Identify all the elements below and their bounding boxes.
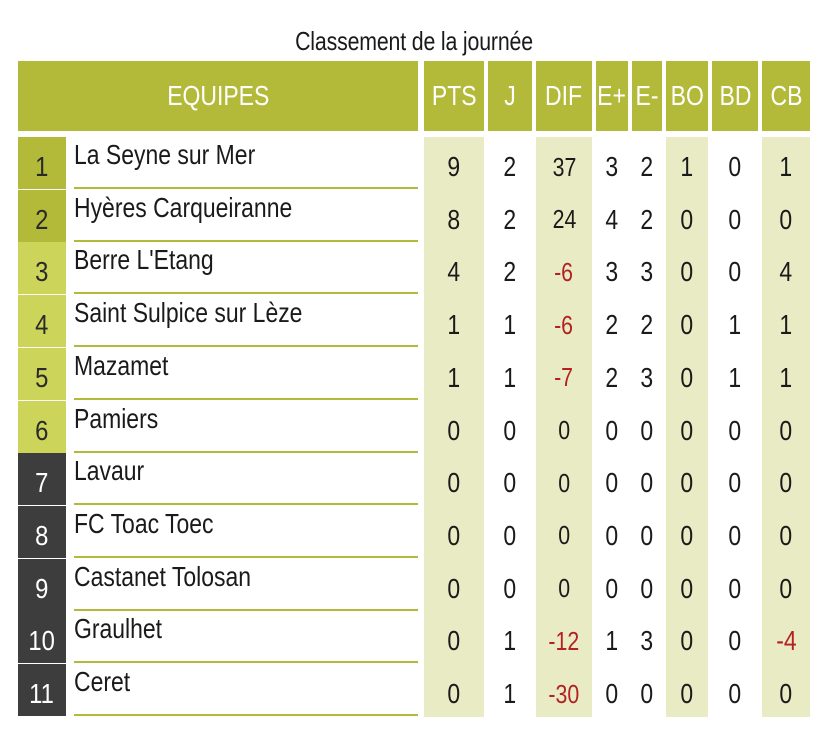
dif-cell: -30 — [548, 678, 580, 709]
dif-cell: -12 — [548, 625, 580, 656]
team-name: Berre L'Etang — [74, 242, 418, 294]
table-row — [18, 401, 810, 453]
rank-cell: 2 — [18, 190, 66, 242]
j-cell: 1 — [503, 309, 517, 341]
bo-cell: 0 — [680, 678, 694, 709]
bo-cell: 0 — [680, 572, 694, 604]
eminus-cell: 2 — [640, 309, 654, 341]
rank-cell: 7 — [18, 453, 66, 505]
bd-cell: 0 — [728, 414, 742, 446]
pts-cell: 8 — [447, 203, 461, 235]
cb-cell: 0 — [779, 572, 793, 604]
eminus-cell: 2 — [640, 151, 654, 182]
header-eplus: E+ — [596, 61, 628, 131]
bd-cell: 0 — [728, 678, 742, 709]
pts-cell: 0 — [447, 519, 461, 551]
bd-cell: 0 — [728, 151, 742, 182]
eminus-cell: 3 — [640, 625, 654, 657]
bo-cell: 0 — [680, 309, 694, 341]
standings-table — [18, 61, 810, 717]
dif-cell: 37 — [552, 151, 576, 182]
bd-cell: 0 — [728, 256, 742, 288]
header-eminus: E- — [632, 61, 662, 131]
team-name: Mazamet — [74, 348, 418, 400]
eplus-cell: 2 — [605, 361, 619, 393]
team-name: Saint Sulpice sur Lèze — [74, 295, 418, 347]
pts-cell: 0 — [447, 414, 461, 446]
cb-cell: 1 — [779, 361, 793, 393]
rank-cell: 1 — [18, 137, 66, 189]
j-cell: 2 — [503, 256, 517, 288]
rank-cell: 11 — [18, 664, 66, 716]
rank-cell: 9 — [18, 559, 66, 611]
bd-cell: 1 — [728, 309, 742, 341]
eplus-cell: 2 — [605, 309, 619, 341]
pts-cell: 1 — [447, 361, 461, 393]
j-cell: 0 — [503, 519, 517, 551]
bo-cell: 0 — [680, 625, 694, 657]
j-cell: 2 — [503, 203, 517, 235]
team-name: Pamiers — [74, 401, 418, 453]
dif-cell: 0 — [558, 573, 570, 604]
bo-cell: 0 — [680, 414, 694, 446]
eminus-cell: 0 — [640, 519, 654, 551]
eminus-cell: 3 — [640, 361, 654, 393]
bo-cell: 0 — [680, 256, 694, 288]
rank-cell: 3 — [18, 242, 66, 294]
team-name: Ceret — [74, 664, 418, 716]
eplus-cell: 3 — [605, 256, 619, 288]
eminus-cell: 2 — [640, 203, 654, 235]
cb-cell: 1 — [779, 151, 793, 182]
dif-cell: 0 — [558, 467, 570, 498]
eplus-cell: 3 — [605, 151, 619, 182]
cb-cell: -4 — [775, 625, 797, 657]
dif-cell: 24 — [552, 204, 576, 235]
bd-cell: 0 — [728, 203, 742, 235]
pts-cell: 4 — [447, 256, 461, 288]
bd-cell: 0 — [728, 625, 742, 657]
pts-cell: 0 — [447, 572, 461, 604]
eplus-cell: 0 — [605, 519, 619, 551]
j-cell: 1 — [503, 625, 517, 657]
cb-cell: 0 — [779, 678, 793, 709]
j-cell: 2 — [503, 151, 517, 182]
bd-cell: 0 — [728, 572, 742, 604]
team-name: FC Toac Toec — [74, 506, 418, 558]
header-bo: BO — [666, 61, 708, 131]
pts-cell: 9 — [447, 151, 461, 182]
cb-cell: 0 — [779, 519, 793, 551]
eplus-cell: 0 — [605, 678, 619, 709]
eplus-cell: 4 — [605, 203, 619, 235]
rank-cell: 10 — [18, 611, 66, 663]
dif-cell: -7 — [554, 362, 574, 393]
table-row — [18, 453, 810, 505]
table-row — [18, 348, 810, 400]
eminus-cell: 0 — [640, 467, 654, 499]
eminus-cell: 0 — [640, 572, 654, 604]
table-row — [18, 611, 810, 663]
j-cell: 0 — [503, 572, 517, 604]
bo-cell: 0 — [680, 361, 694, 393]
header-cb: CB — [762, 61, 810, 131]
j-cell: 0 — [503, 414, 517, 446]
bd-cell: 1 — [728, 361, 742, 393]
team-name: Lavaur — [74, 453, 418, 505]
team-name: Hyères Carqueiranne — [74, 190, 418, 242]
rank-cell: 8 — [18, 506, 66, 558]
cb-cell: 0 — [779, 467, 793, 499]
j-cell: 1 — [503, 361, 517, 393]
header-j: J — [488, 61, 532, 131]
dif-cell: -6 — [554, 256, 574, 287]
eplus-cell: 0 — [605, 467, 619, 499]
table-row — [18, 295, 810, 347]
eplus-cell: 0 — [605, 572, 619, 604]
cb-cell: 0 — [779, 414, 793, 446]
header-bd: BD — [712, 61, 758, 131]
pts-cell: 0 — [447, 625, 461, 657]
bd-cell: 0 — [728, 467, 742, 499]
rank-cell: 5 — [18, 348, 66, 400]
cb-cell: 4 — [779, 256, 793, 288]
bo-cell: 0 — [680, 203, 694, 235]
team-name: Castanet Tolosan — [74, 559, 418, 611]
table-row — [18, 190, 810, 242]
table-row — [18, 137, 810, 189]
pts-cell: 0 — [447, 678, 461, 709]
bo-cell: 0 — [680, 519, 694, 551]
dif-cell: 0 — [558, 520, 570, 551]
header-pts: PTS — [424, 61, 484, 131]
pts-cell: 0 — [447, 467, 461, 499]
j-cell: 1 — [503, 678, 517, 709]
table-row — [18, 664, 810, 716]
bo-cell: 0 — [680, 467, 694, 499]
table-row — [18, 506, 810, 558]
team-name: Graulhet — [74, 611, 418, 663]
eminus-cell: 0 — [640, 414, 654, 446]
j-cell: 0 — [503, 467, 517, 499]
eminus-cell: 0 — [640, 678, 654, 709]
rank-cell: 6 — [18, 401, 66, 453]
rank-cell: 4 — [18, 295, 66, 347]
pts-cell: 1 — [447, 309, 461, 341]
table-row — [18, 559, 810, 611]
eplus-cell: 1 — [605, 625, 619, 657]
table-row — [18, 242, 810, 294]
header-equipes: EQUIPES — [18, 61, 418, 131]
dif-cell: -6 — [554, 309, 574, 340]
page-title: Classement de la journée — [295, 26, 533, 56]
bo-cell: 1 — [680, 151, 694, 182]
dif-cell: 0 — [558, 415, 570, 445]
eminus-cell: 3 — [640, 256, 654, 288]
cb-cell: 1 — [779, 309, 793, 341]
eplus-cell: 0 — [605, 414, 619, 446]
team-name: La Seyne sur Mer — [74, 137, 418, 189]
bd-cell: 0 — [728, 519, 742, 551]
cb-cell: 0 — [779, 203, 793, 235]
header-dif: DIF — [536, 61, 592, 131]
